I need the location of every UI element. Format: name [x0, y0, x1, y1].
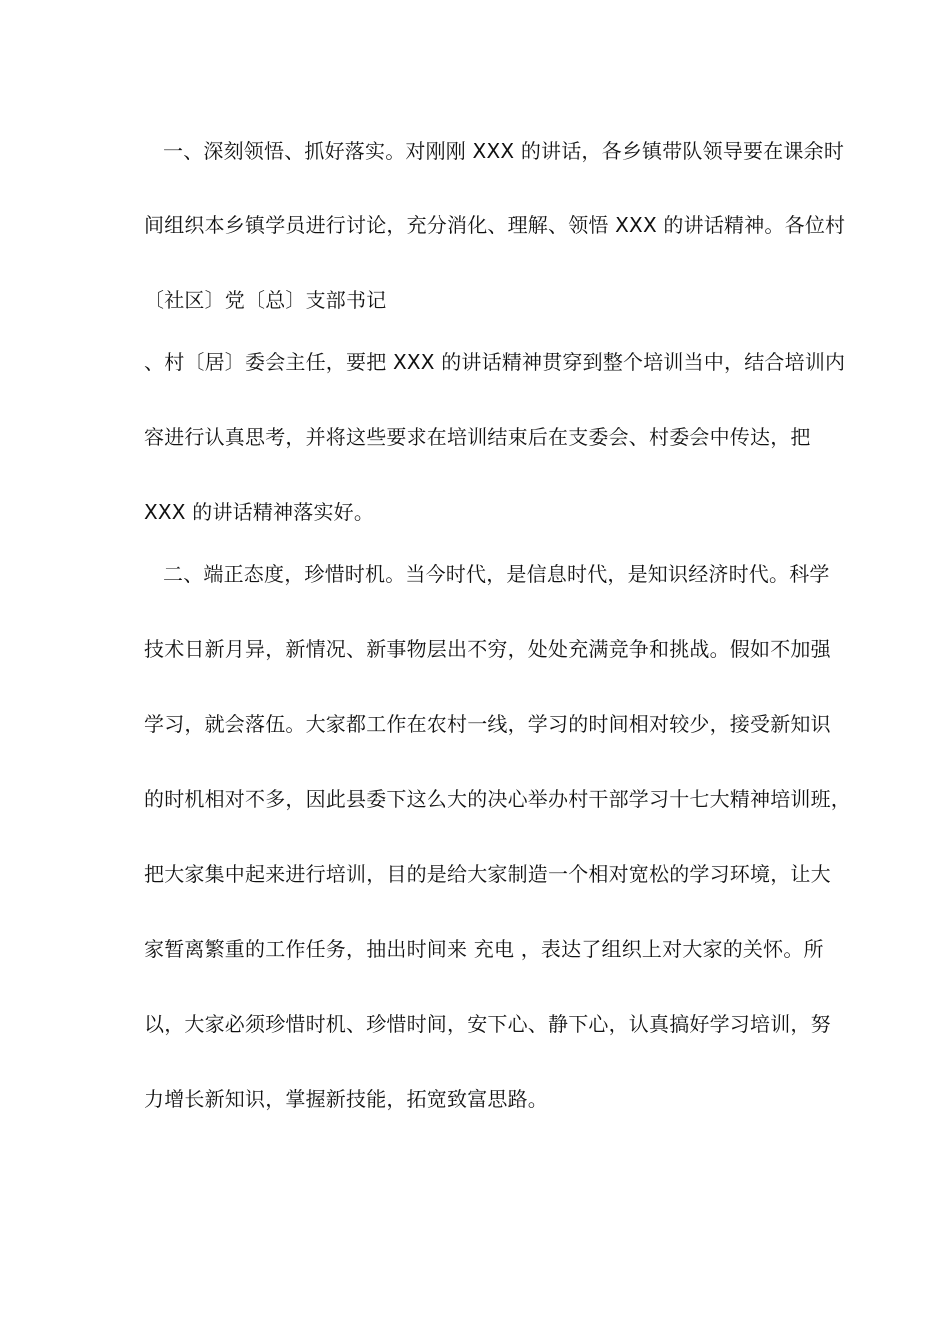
paragraph-3-line-3: 学习，就会落伍。大家都工作在农村一线，学习的时间相对较少，接受新知识 — [144, 712, 831, 736]
paragraph-3-line-8: 力增长新知识，掌握新技能，拓宽致富思路。 — [144, 1087, 548, 1111]
paragraph-3-line-6: 家暂离繁重的工作任务，抽出时间来 充电 ，表达了组织上对大家的关怀。所 — [144, 937, 824, 961]
paragraph-3-line-4: 的时机相对不多，因此县委下这么大的决心举办村干部学习十七大精神培训班， — [144, 787, 851, 811]
paragraph-2-line-3: XXX 的讲话精神落实好。 — [144, 500, 375, 524]
paragraph-2-line-2: 容进行认真思考，并将这些要求在培训结束后在支委会、村委会中传达，把 — [144, 425, 811, 449]
paragraph-1-line-3: 〔社区〕党〔总〕支部书记 — [144, 288, 387, 312]
paragraph-3-line-7: 以，大家必须珍惜时机、珍惜时间，安下心、静下心，认真搞好学习培训，努 — [144, 1012, 831, 1036]
paragraph-3-line-5: 把大家集中起来进行培训，目的是给大家制造一个相对宽松的学习环境，让大 — [144, 862, 831, 886]
paragraph-1-line-2: 间组织本乡镇学员进行讨论，充分消化、理解、领悟 XXX 的讲话精神。各位村 — [144, 213, 846, 237]
paragraph-2-line-1: 、村〔居〕委会主任，要把 XXX 的讲话精神贯穿到整个培训当中，结合培训内 — [144, 350, 846, 374]
paragraph-3-line-1: 二、端正态度，珍惜时机。当今时代，是信息时代，是知识经济时代。科学 — [163, 562, 830, 586]
paragraph-3-line-2: 技术日新月异，新情况、新事物层出不穷，处处充满竞争和挑战。假如不加强 — [144, 637, 831, 661]
paragraph-1-line-1: 一、深刻领悟、抓好落实。对刚刚 XXX 的讲话，各乡镇带队领导要在课余时 — [163, 139, 845, 163]
